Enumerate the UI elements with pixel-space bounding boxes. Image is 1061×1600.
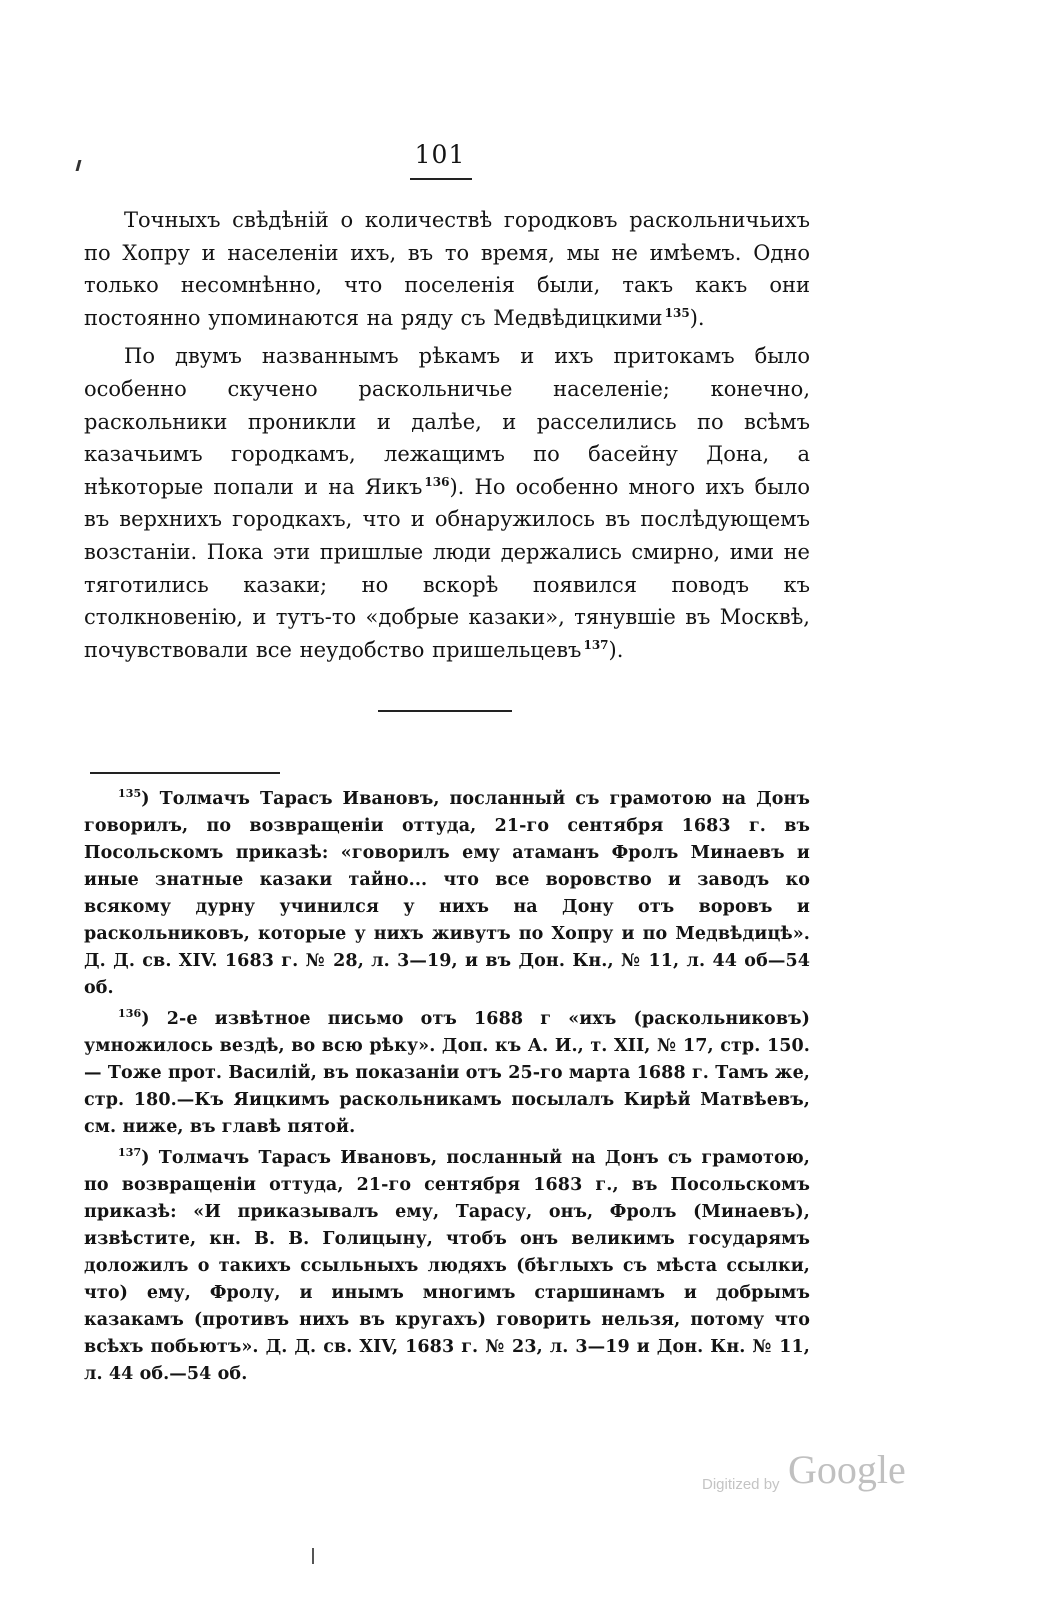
paragraph-1 — [84, 204, 810, 334]
section-divider — [378, 710, 512, 712]
paragraph-2-tail: ). — [608, 637, 624, 662]
paragraph-1-tail: ). — [689, 305, 705, 330]
footnote-text: ) Толмачъ Тарасъ Ивановъ, посланный съ грамотою на Донъ говорилъ, по возвращеніи оттуда, 21-го сентября 1683 г. въ Посольскомъ приказѣ: «говорилъ ему атаманъ Фролъ Минаевъ и иные знатные казаки тайно... что все воровство и заводъ ко всякому дурну учинился у нихъ на Дону отъ воровъ и раскольниковъ, которые у нихъ живутъ по Хопру и по Медвѣдицѣ». Д. Д. св. XIV. 1683 г. № 28, л. 3—19, и въ Дон. Кн., № 11, л. 44 об—54 об. — [84, 789, 810, 998]
paragraph-2-text-a: По двумъ названнымъ рѣкамъ и ихъ притокамъ было особенно скучено раскольничье населеніе; конечно, раскольники проникли и далѣе, и расселились по всѣмъ казачьимъ городкамъ, лежащимъ по басейну Дона, а нѣкоторые попали и на Яикъ — [84, 344, 810, 499]
footnote-136 — [84, 1006, 810, 1141]
scan-artifact-mark — [312, 1548, 314, 1564]
footnote-ref-137[interactable]: 137 — [583, 637, 609, 652]
page-number-underline — [410, 178, 472, 180]
paragraph-2-text-b: ). Но особенно много ихъ было въ верхнихъ городкахъ, что и обнаружилось въ послѣдующемъ возстаніи. Пока эти пришлые люди держались смирно, ими не тяготились казаки; но вскорѣ появился поводъ къ столкновенію, и тутъ-то «добрые казаки», тянувшіе въ Москвѣ, почувствовали все неудобство пришельцевъ — [84, 474, 810, 662]
footnotes — [84, 786, 810, 1388]
paragraph-2 — [84, 340, 810, 666]
footnote-number: 136 — [118, 1007, 142, 1021]
footnote-number: 137 — [118, 1146, 142, 1160]
google-logo: Google — [788, 1447, 906, 1492]
footnote-text: ) Толмачъ Тарасъ Ивановъ, посланный на Донъ съ грамотою, по возвращеніи оттуда, 21-го сентября 1683 г., въ Посольскомъ приказѣ: «И приказывалъ ему, Тарасу, онъ, Фролъ (Минаевъ), извѣстите, кн. В. В. Голицыну, чтобъ онъ великимъ государямъ доложилъ о такихъ ссыльныхъ людяхъ (бѣглыхъ съ мѣста ссылки, что) ему, Фролу, и инымъ многимъ старшинамъ и добрымъ казакамъ (противъ нихъ въ кругахъ) говорить нельзя, потому что всѣхъ побьютъ». Д. Д. св. XIV, 1683 г. № 23, л. 3—19 и Дон. Кн. № 11, л. 44 об.—54 об. — [84, 1148, 810, 1384]
footnote-137 — [84, 1145, 810, 1388]
watermark-digitized-by: Digitized by — [702, 1476, 780, 1493]
page-number: 101 — [414, 140, 466, 169]
digitized-watermark — [700, 1446, 940, 1506]
footnote-separator — [90, 772, 280, 774]
footnote-ref-135[interactable]: 135 — [664, 305, 690, 320]
main-text — [84, 204, 810, 666]
footnote-135 — [84, 786, 810, 1002]
paragraph-1-text: Точныхъ свѣдѣній о количествѣ городковъ раскольничьихъ по Хопру и населеніи ихъ, въ то время, мы не имѣемъ. Одно только несомнѣнно, что поселенія были, такъ какъ они постоянно упоминаются на ряду съ Медвѣдицкими — [84, 208, 810, 330]
footnote-ref-136[interactable]: 136 — [424, 474, 450, 489]
footnote-number: 135 — [118, 787, 142, 801]
stray-ink-mark — [76, 160, 82, 171]
footnote-text: ) 2-е извѣтное письмо отъ 1688 г «ихъ (раскольниковъ) умножилось вездѣ, во всю рѣку». Доп. къ А. И., т. XII, № 17, стр. 150.— Тоже прот. Василій, въ показаніи отъ 25-го марта 1688 г. Тамъ же, стр. 180.—Къ Яицкимъ раскольникамъ посылалъ Кирѣй Матвѣевъ, см. ниже, въ главѣ пятой. — [84, 1009, 810, 1137]
